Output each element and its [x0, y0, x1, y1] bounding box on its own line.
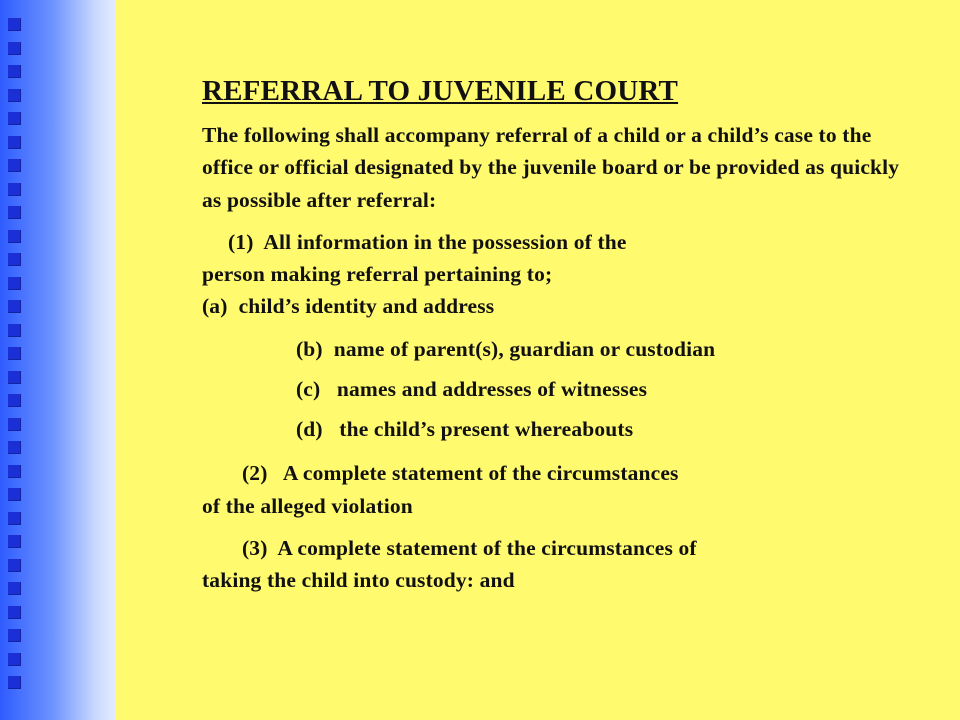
item-2-line-2: of the alleged violation: [202, 493, 413, 518]
item-1b: (b) name of parent(s), guardian or custodian: [296, 336, 716, 361]
page-title: REFERRAL TO JUVENILE COURT: [202, 75, 679, 107]
decorative-square: [8, 18, 21, 31]
item-3: [202, 532, 932, 597]
decorative-square: [8, 42, 21, 55]
decorative-square: [8, 183, 21, 196]
decorative-square: [8, 159, 21, 172]
decorative-square: [8, 394, 21, 407]
item-1: [202, 226, 932, 323]
item-1c: (c) names and addresses of witnesses: [296, 376, 648, 401]
decorative-square: [8, 277, 21, 290]
decorative-square: [8, 559, 21, 572]
decorative-square: [8, 206, 21, 219]
decorative-square: [8, 347, 21, 360]
decorative-square: [8, 512, 21, 525]
item-3-line-1: (3) A complete statement of the circumstances of: [242, 535, 697, 560]
decorative-square: [8, 112, 21, 125]
decorative-square: [8, 253, 21, 266]
item-1-line-3: (a) child’s identity and address: [202, 294, 495, 319]
decorative-square: [8, 488, 21, 501]
item-2-line-1: (2) A complete statement of the circumstances: [242, 461, 679, 486]
decorative-square: [8, 136, 21, 149]
item-1-line-2: person making referral pertaining to;: [202, 262, 553, 287]
sidebar: [0, 0, 116, 720]
decorative-square: [8, 629, 21, 642]
decorative-square: [8, 653, 21, 666]
decorative-square: [8, 582, 21, 595]
item-1-line-1: (1) All information in the possession of the: [228, 229, 627, 254]
decorative-square: [8, 606, 21, 619]
decorative-square: [8, 676, 21, 689]
item-3-line-2: taking the child into custody: and: [202, 568, 515, 593]
decorative-squares: [8, 18, 22, 700]
decorative-square: [8, 300, 21, 313]
decorative-square: [8, 230, 21, 243]
slide-content: [202, 72, 932, 606]
item-2: [202, 457, 932, 522]
item-1d: (d) the child’s present whereabouts: [296, 417, 634, 442]
decorative-square: [8, 324, 21, 337]
decorative-square: [8, 441, 21, 454]
intro-paragraph: The following shall accompany referral of a child or a child’s case to the office or official designated by the juvenile board or be provided as quickly as possible after referral:: [202, 123, 900, 212]
decorative-square: [8, 371, 21, 384]
decorative-square: [8, 418, 21, 431]
decorative-square: [8, 535, 21, 548]
decorative-square: [8, 465, 21, 478]
decorative-square: [8, 89, 21, 102]
decorative-square: [8, 65, 21, 78]
